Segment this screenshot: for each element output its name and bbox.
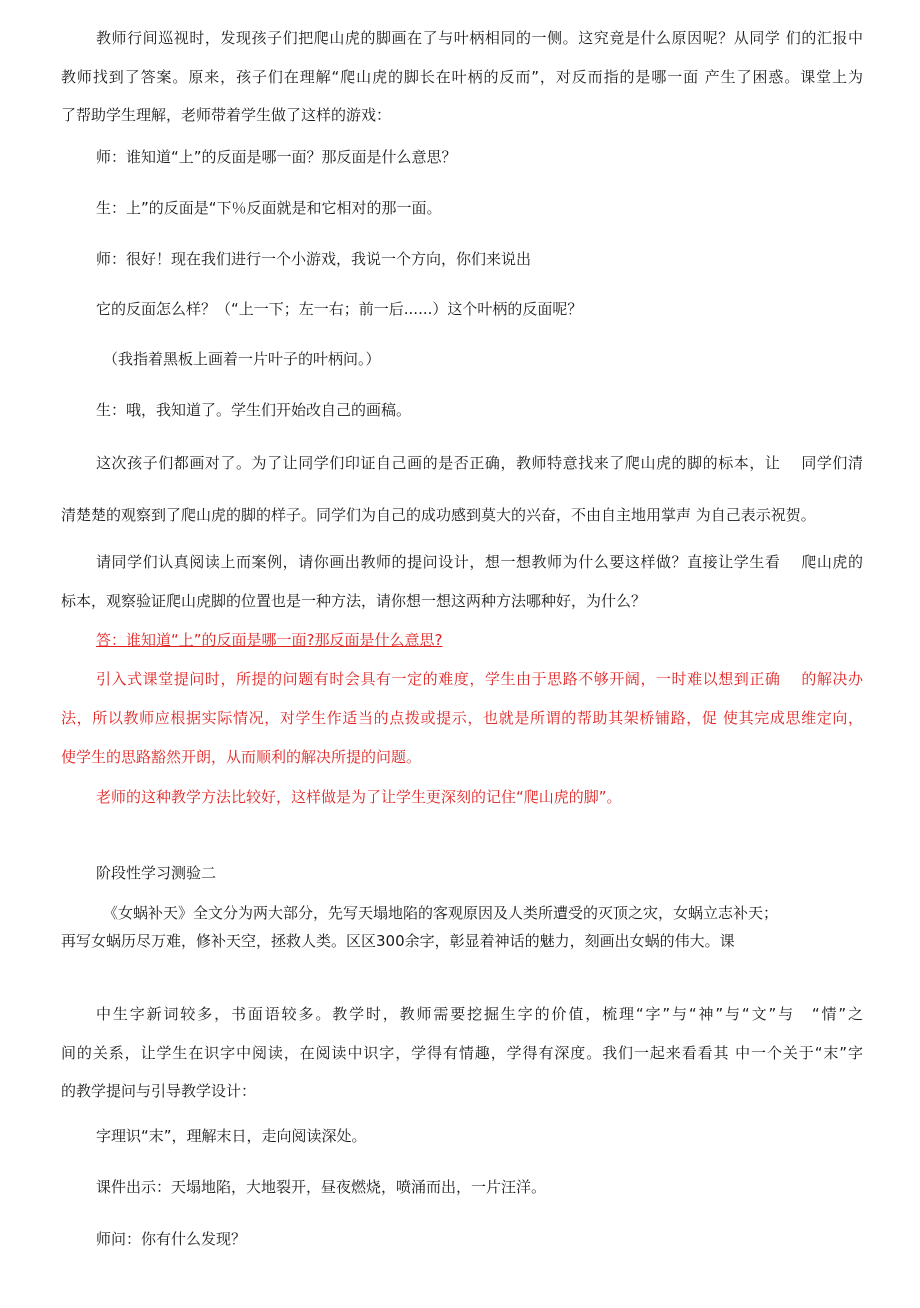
dialogue-line: 师：谁知道“上”的反面是哪一面？那反面是什么意思？ [96, 148, 457, 166]
dialogue-line: 生：上”的反面是“下％反面就是和它相对的那一面。 [96, 199, 442, 217]
dialogue-line: 师：很好！现在我们进行一个小游戏，我说一个方向，你们来说出 [96, 250, 532, 268]
paragraph-line: 间的关系，让学生在识字中阅读，在阅读中识字，学得有情趣，学得有深度。我们一起来看看其 中一个关于“末”字 [61, 1044, 863, 1062]
answer-line: 引入式课堂提问时，所提的问题有时会具有一定的难度，学生由于思路不够开阔，一时难以想到正确 的解决办 [96, 670, 863, 688]
answer-line: 法，所以教师应根据实际情况，对学生作适当的点拨或提示，也就是所谓的帮助其架桥铺路，促 使其完成思维定向， [61, 709, 863, 727]
paragraph-line: 教师行间巡视时，发现孩子们把爬山虎的脚画在了与叶柄相同的一侧。这究竟是什么原因呢？从同学 们的汇报中 [96, 29, 863, 47]
paragraph-line: 这次孩子们都画对了。为了让同学们印证自己画的是否正确，教师特意找来了爬山虎的脚的标本，让 同学们清 [96, 454, 863, 472]
paragraph-line: 《女蜗补天》全文分为两大部分，先写天塌地陷的客观原因及人类所遭受的灭顶之灾，女蜗立志补天； [103, 904, 779, 922]
paragraph-line: 了帮助学生理解，老师带着学生做了这样的游戏： [61, 106, 392, 124]
paragraph-line: 中生字新词较多，书面语较多。教学时，教师需要挖掘生字的价值，梳理“字”与“神”与“文”与 “情”之 [96, 1005, 863, 1023]
dialogue-line: 生：哦，我知道了。学生们开始改自己的画稿。 [96, 401, 412, 419]
dialogue-line: 它的反面怎么样？（“上一下；左一右；前一后......）这个叶柄的反面呢？ [96, 300, 583, 318]
answer-conclusion: 老师的这种教学方法比较好，这样做是为了让学生更深刻的记住“爬山虎的脚”。 [96, 788, 622, 806]
paragraph-line: 的教学提问与引导教学设计： [61, 1082, 257, 1100]
paragraph-line: 再写女蜗历尽万难，修补天空，拯救人类。区区300余字，彰显着神话的魅力，刻画出女蜗的伟大。课 [61, 932, 735, 950]
dialogue-line: 课件出示：天塌地陷，大地裂开，昼夜燃烧，喷涌而出，一片汪洋。 [96, 1178, 547, 1196]
paragraph-line: 请同学们认真阅读上而案例，请你画出教师的提问设计，想一想教师为什么要这样做？直接让学生看 爬山虎的 [96, 553, 863, 571]
dialogue-line: 字理识“末”，理解末日，走向阅读深处。 [96, 1127, 367, 1145]
answer-question: 答：谁知道“上”的反面是哪一面?那反面是什么意思? [96, 631, 443, 649]
paragraph-line: 清楚楚的观察到了爬山虎的脚的样子。同学们为自己的成功感到莫大的兴奋，不由自主地用掌声 为自己表示祝贺。 [61, 506, 816, 524]
dialogue-line: （我指着黑板上画着一片叶子的叶柄问。） [103, 350, 381, 368]
paragraph-line: 教师找到了答案。原来，孩子们在理解“爬山虎的脚长在叶柄的反而”，对反而指的是哪一面 产生了困惑。课堂上为 [61, 68, 863, 86]
paragraph-line: 标本，观察验证爬山虎脚的位置也是一种方法，请你想一想这两种方法哪种好，为什么？ [61, 592, 647, 610]
answer-line: 使学生的思路豁然开朗，从而顺利的解决所提的问题。 [61, 748, 422, 766]
section-title: 阶段性学习测验二 [96, 864, 217, 882]
dialogue-line: 师问：你有什么发现？ [96, 1230, 247, 1248]
